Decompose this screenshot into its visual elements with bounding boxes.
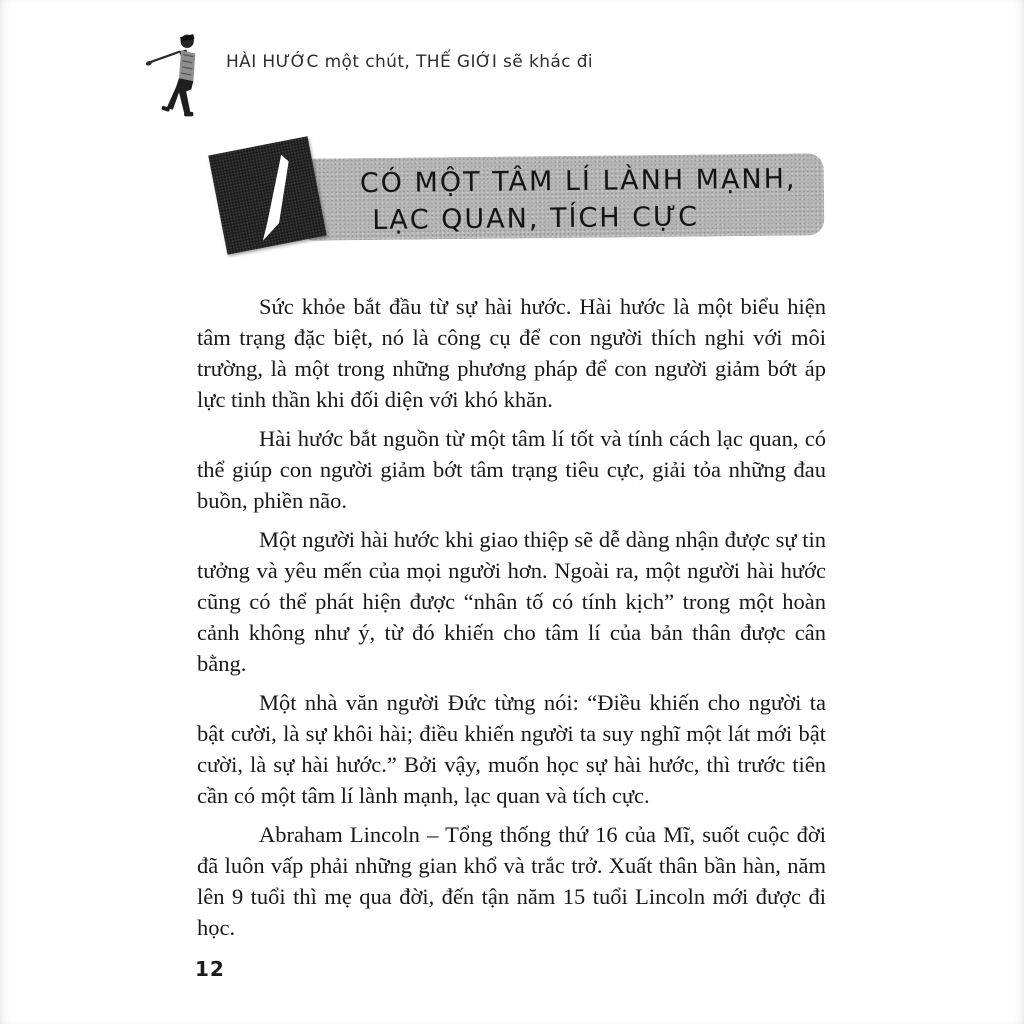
paragraph-3: Một người hài hước khi giao thiệp sẽ dễ dàng nhận được sự tin tưởng và yêu mến của mọi người hơn. Ngoài ra, một người hài hước cũng có thể phát hiện được “nhân tố có tính kịch” trong một hoàn cảnh không như ý, từ đó khiến cho tâm lí của bản thân được cân bằng.: [197, 527, 826, 676]
chapter-title-line-1: CÓ MỘT TÂM LÍ LÀNH MẠNH,: [359, 163, 797, 200]
paragraph-2: Hài hước bắt nguồn từ một tâm lí tốt và tính cách lạc quan, có thể giúp con người giảm bớt tâm trạng tiêu cực, giải tỏa những đau buồn, phiền não.: [197, 426, 826, 513]
running-header-title: HÀI HƯỚC một chút, THẾ GIỚI sẽ khác đi: [226, 52, 594, 72]
body-text: [197, 291, 826, 951]
paragraph-4: Một nhà văn người Đức từng nói: “Điều khiến cho người ta bật cười, là sự khôi hài; điều khiến người ta suy nghĩ một lát mới bật cười, là sự hài hước.” Bởi vậy, muốn học sự hài hước, thì trước tiên cần có một tâm lí lành mạnh, lạc quan và tích cực.: [197, 690, 826, 808]
chapter-number-one-icon: [208, 136, 326, 254]
golfer-icon: [144, 28, 214, 120]
chapter-number-block: [208, 136, 326, 254]
page-number: 12: [195, 957, 225, 981]
chapter-title-banner: [298, 153, 825, 241]
chapter-title-line-2: LẠC QUAN, TÍCH CỰC: [372, 201, 700, 236]
paragraph-1: Sức khỏe bắt đầu từ sự hài hước. Hài hước là một biểu hiện tâm trạng đặc biệt, nó là công cụ để con người thích nghi với môi trường, là một trong những phương pháp để con người giảm bớt áp lực tinh thần khi đối diện với khó khăn.: [197, 294, 826, 412]
paragraph-5: Abraham Lincoln – Tổng thống thứ 16 của Mĩ, suốt cuộc đời đã luôn vấp phải những gian khổ và trắc trở. Xuất thân bần hàn, năm lên 9 tuổi thì mẹ qua đời, đến tận năm 15 tuổi Lincoln mới được đi học.: [197, 822, 826, 940]
